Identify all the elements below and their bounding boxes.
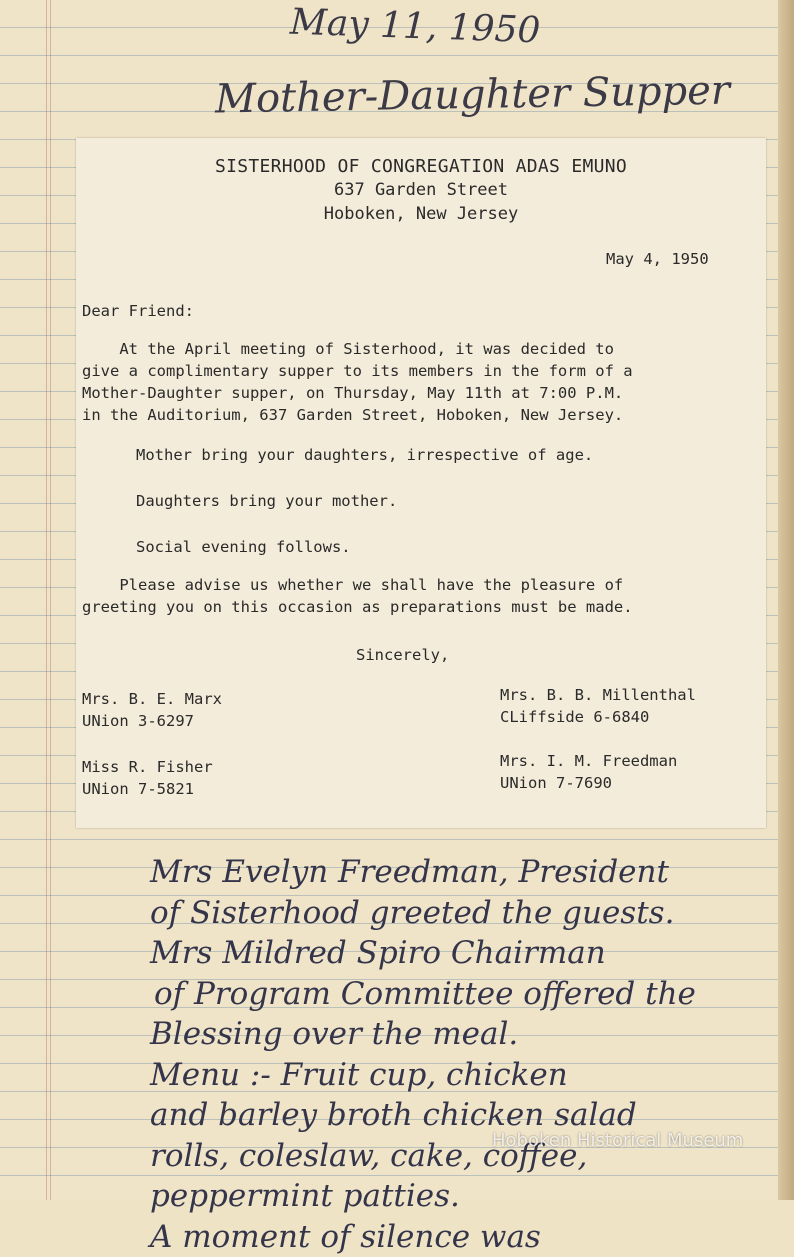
salutation: Dear Friend: [82, 302, 194, 320]
letterhead-address-1: 637 Garden Street [76, 180, 766, 200]
note-line: A moment of silence was [150, 1217, 696, 1257]
body-line-social: Social evening follows. [136, 538, 351, 556]
handwritten-date: May 11, 1950 [289, 2, 541, 52]
note-line: of Program Committee offered the [154, 974, 696, 1015]
body-line-daughters: Daughters bring your mother. [136, 492, 397, 510]
signatory-phone: CLiffside 6-6840 [500, 706, 696, 728]
signatory [500, 684, 696, 728]
note-line: Mrs Evelyn Freedman, President [150, 852, 696, 893]
handwritten-notes [150, 852, 696, 1257]
signatory-phone: UNion 7-5821 [82, 778, 213, 800]
page-edge [778, 0, 794, 1200]
handwritten-title: Mother-Daughter Supper [215, 68, 731, 123]
signatory-phone: UNion 3-6297 [82, 710, 222, 732]
body-paragraph-2: Please advise us whether we shall have the pleasure of greeting you on this occasion as preparations must be made. [82, 574, 633, 618]
signatory-name: Mrs. B. E. Marx [82, 688, 222, 710]
note-line: rolls, coleslaw, cake, coffee, [150, 1136, 696, 1177]
body-paragraph-1: At the April meeting of Sisterhood, it was decided to give a complimentary supper to its members in the form of a Mother-Daughter supper, on Thursday, May 11th at 7:00 P.M. in the Auditorium, 637 Garden Street, Hoboken, New Jersey. [82, 338, 633, 426]
note-line: and barley broth chicken salad [150, 1095, 696, 1136]
closing: Sincerely, [356, 646, 449, 664]
note-line: Mrs Mildred Spiro Chairman [150, 933, 696, 974]
museum-watermark: Hoboken Historical Museum [492, 1130, 743, 1151]
note-line: peppermint patties. [150, 1176, 696, 1217]
signatory-phone: UNion 7-7690 [500, 772, 677, 794]
typed-letter [76, 138, 766, 828]
margin-line [46, 0, 47, 1200]
letterhead-address-2: Hoboken, New Jersey [76, 204, 766, 224]
body-line-mothers: Mother bring your daughters, irrespective of age. [136, 446, 593, 464]
letterhead-org: SISTERHOOD OF CONGREGATION ADAS EMUNO [76, 156, 766, 177]
note-line: Blessing over the meal. [150, 1014, 696, 1055]
signatory [82, 688, 222, 732]
signatory [500, 750, 677, 794]
letter-date: May 4, 1950 [606, 250, 709, 268]
signatory-name: Mrs. B. B. Millenthal [500, 684, 696, 706]
signatory-name: Mrs. I. M. Freedman [500, 750, 677, 772]
margin-line [50, 0, 51, 1200]
note-line: of Sisterhood greeted the guests. [150, 893, 696, 934]
signatory [82, 756, 213, 800]
note-line: Menu :- Fruit cup, chicken [150, 1055, 696, 1096]
signatory-name: Miss R. Fisher [82, 756, 213, 778]
